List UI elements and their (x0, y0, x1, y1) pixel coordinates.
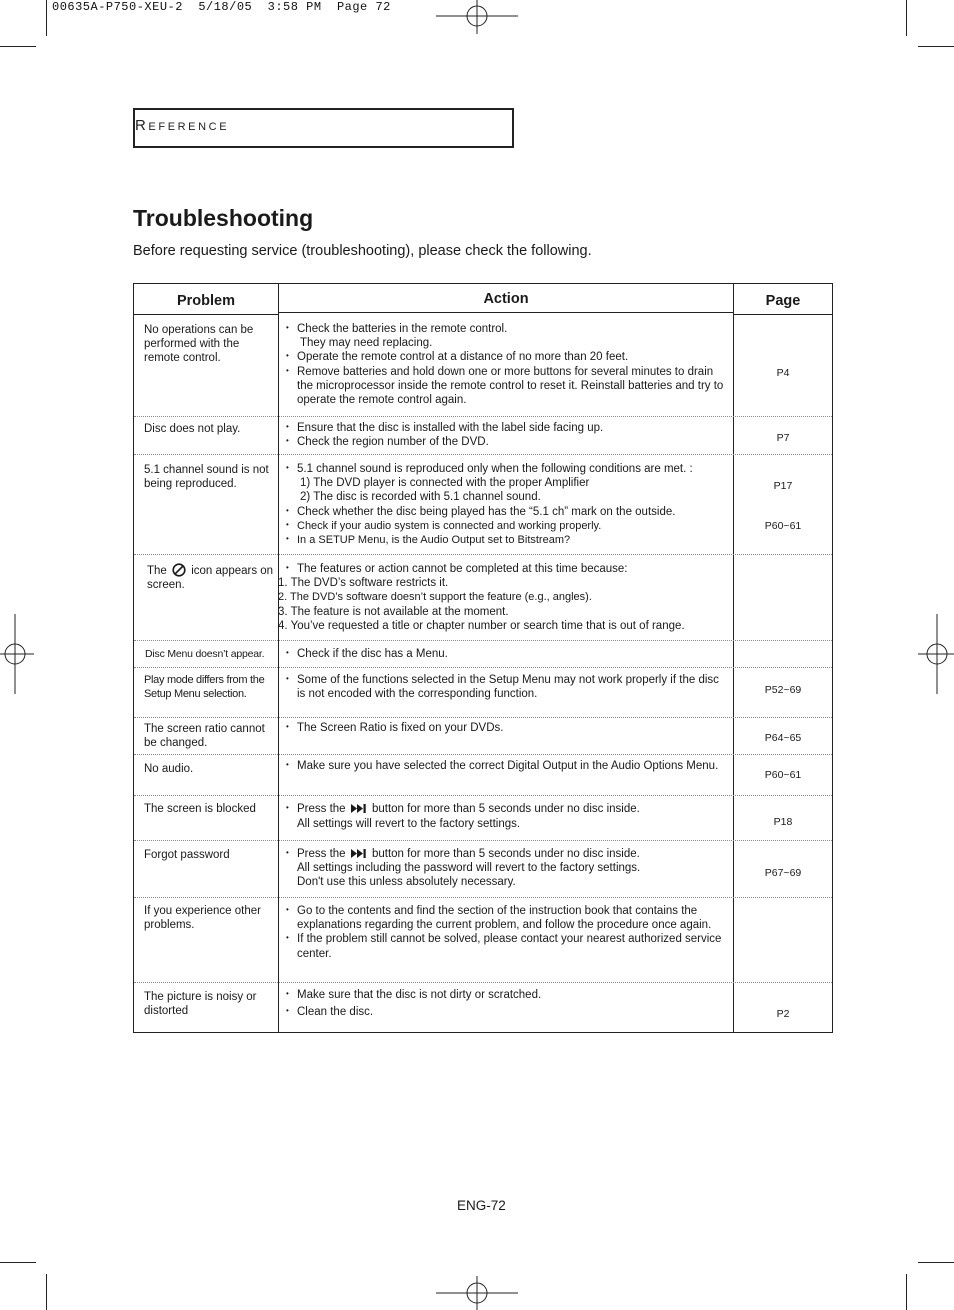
header-page: Page (734, 286, 832, 315)
page-ref: P4 (776, 367, 790, 379)
header-action: Action (279, 284, 733, 313)
action-item: • Check if the disc has a Menu. (286, 647, 726, 661)
crop-mark (906, 1274, 907, 1310)
table-row (134, 455, 832, 555)
action-item: • If the problem still cannot be solved, please contact your nearest authorized service center. (286, 932, 726, 960)
crop-mark (918, 1262, 954, 1263)
print-slug: 00635A-P750-XEU-2 5/18/05 3:58 PM Page 72 (52, 0, 391, 14)
action-item: All settings will revert to the factory settings. (297, 818, 521, 831)
registration-mark-icon (918, 614, 954, 694)
action-item: • Clean the disc. (286, 1005, 726, 1019)
action-item: • The Screen Ratio is fixed on your DVDs. (286, 721, 726, 735)
action-item: 2) The disc is recorded with 5.1 channel sound. (300, 491, 541, 504)
problem-text-after: icon appears on screen. (147, 565, 274, 591)
problem-text: The screen ratio cannot be changed. (144, 723, 265, 749)
action-item: • Make sure that the disc is not dirty or scratched. (286, 988, 726, 1002)
header-problem: Problem (134, 286, 278, 315)
crop-mark (0, 1262, 36, 1263)
skip-forward-icon (351, 804, 367, 813)
page-ref: P60~61 (764, 520, 802, 532)
action-item: • Ensure that the disc is installed with the label side facing up. (286, 421, 726, 435)
table-row (134, 314, 832, 417)
problem-text: The picture is noisy or distorted (144, 991, 257, 1017)
action-cell (278, 562, 728, 633)
action-item: • Remove batteries and hold down one or more buttons for several minutes to drain the microprocessor inside the remote control to reset it. Reinstall batteries and try to operate the remote control again. (286, 365, 726, 408)
table-row (134, 898, 832, 983)
table-row (134, 841, 832, 898)
table-row (134, 755, 832, 796)
action-item: • Check the batteries in the remote control. (286, 322, 726, 336)
crop-mark (918, 46, 954, 47)
action-cell (286, 904, 726, 961)
action-cell (286, 759, 726, 773)
action-cell (286, 462, 726, 547)
problem-text: No operations can be performed with the remote control. (144, 324, 254, 364)
action-cell (286, 322, 726, 407)
action-cell (286, 802, 726, 831)
action-item (286, 847, 726, 861)
action-cell (286, 421, 726, 449)
table-row (134, 641, 832, 668)
problem-text (147, 563, 277, 592)
action-cell (286, 988, 726, 1019)
action-item: • In a SETUP Menu, is the Audio Output set to Bitstream? (286, 533, 726, 547)
problem-text: No audio. (144, 763, 194, 775)
action-item (286, 802, 726, 816)
page-ref: P52~69 (764, 684, 802, 696)
problem-text: If you experience other problems. (144, 905, 261, 931)
action-item: 1) The DVD player is connected with the proper Amplifier (300, 477, 590, 490)
problem-text: 5.1 channel sound is not being reproduced. (144, 464, 269, 490)
registration-mark-icon (436, 0, 518, 34)
skip-forward-icon (351, 849, 367, 858)
intro-text: Before requesting service (troubleshooting), please check the following. (133, 243, 592, 259)
action-item: • Check the region number of the DVD. (286, 435, 726, 449)
section-label: Reference (135, 117, 230, 134)
page-number: ENG-72 (457, 1198, 506, 1213)
page-ref: P67~69 (764, 867, 802, 879)
action-item: • Check whether the disc being played has the “5.1 ch” mark on the outside. (286, 505, 726, 519)
action-cell (286, 847, 726, 890)
page-ref: P2 (776, 1008, 790, 1020)
table-row (134, 796, 832, 841)
problem-text: The screen is blocked (144, 803, 256, 815)
action-item: They may need replacing. (300, 337, 433, 350)
problem-text: Disc does not play. (144, 423, 241, 435)
page-ref: P7 (776, 432, 790, 444)
action-item: 1. The DVD’s software restricts it. (278, 577, 449, 590)
no-entry-icon (172, 563, 186, 577)
page-ref: P18 (773, 816, 793, 828)
action-item: • Operate the remote control at a distance of no more than 20 feet. (286, 350, 726, 364)
page-title: Troubleshooting (133, 205, 314, 231)
action-item: 3. The feature is not available at the moment. (278, 605, 509, 618)
table-row (134, 718, 832, 755)
troubleshooting-table (133, 283, 833, 1033)
crop-mark (46, 1274, 47, 1310)
action-item: • 5.1 channel sound is reproduced only when the following conditions are met. : (286, 462, 726, 476)
action-text: button for more than 5 seconds under no disc inside. (371, 848, 640, 860)
table-row (134, 417, 832, 455)
action-cell (286, 673, 726, 701)
action-item: Don't use this unless absolutely necessary. (297, 876, 516, 889)
action-item: • Make sure you have selected the correct Digital Output in the Audio Options Menu. (286, 759, 726, 773)
registration-mark-icon (0, 614, 34, 694)
problem-text-before: The (147, 565, 167, 577)
action-item: • Go to the contents and find the section of the instruction book that contains the explanations regarding the current problem, and follow the procedure once again. (286, 904, 726, 932)
action-item: 4. You’ve requested a title or chapter number or search time that is out of range. (278, 619, 685, 632)
action-item: • The features or action cannot be completed at this time because: (286, 562, 728, 576)
action-text: button for more than 5 seconds under no disc inside. (371, 803, 640, 815)
crop-mark (0, 46, 36, 47)
table-row (134, 668, 832, 718)
action-item: • Some of the functions selected in the Setup Menu may not work properly if the disc is not encoded with the corresponding function. (286, 673, 726, 701)
problem-text: Disc Menu doesn’t appear. (145, 648, 265, 660)
action-cell (286, 647, 726, 661)
table-row (134, 555, 832, 641)
action-item: 2. The DVD’s software doesn’t support the feature (e.g., angles). (278, 591, 592, 604)
action-item: All settings including the password will revert to the factory settings. (297, 862, 641, 875)
action-text: Press the (297, 803, 346, 815)
page-ref: P17 (773, 480, 793, 492)
page-ref: P60~61 (764, 769, 802, 781)
crop-mark (46, 0, 47, 36)
problem-text: Forgot password (144, 849, 230, 861)
action-item: • Check if your audio system is connected and working properly. (286, 519, 726, 533)
problem-text: Play mode differs from the Setup Menu selection. (144, 674, 265, 700)
table-row (134, 983, 832, 1031)
crop-mark (906, 0, 907, 36)
registration-mark-icon (436, 1276, 518, 1310)
action-cell (286, 721, 726, 735)
page-ref: P64~65 (764, 732, 802, 744)
action-text: Press the (297, 848, 346, 860)
